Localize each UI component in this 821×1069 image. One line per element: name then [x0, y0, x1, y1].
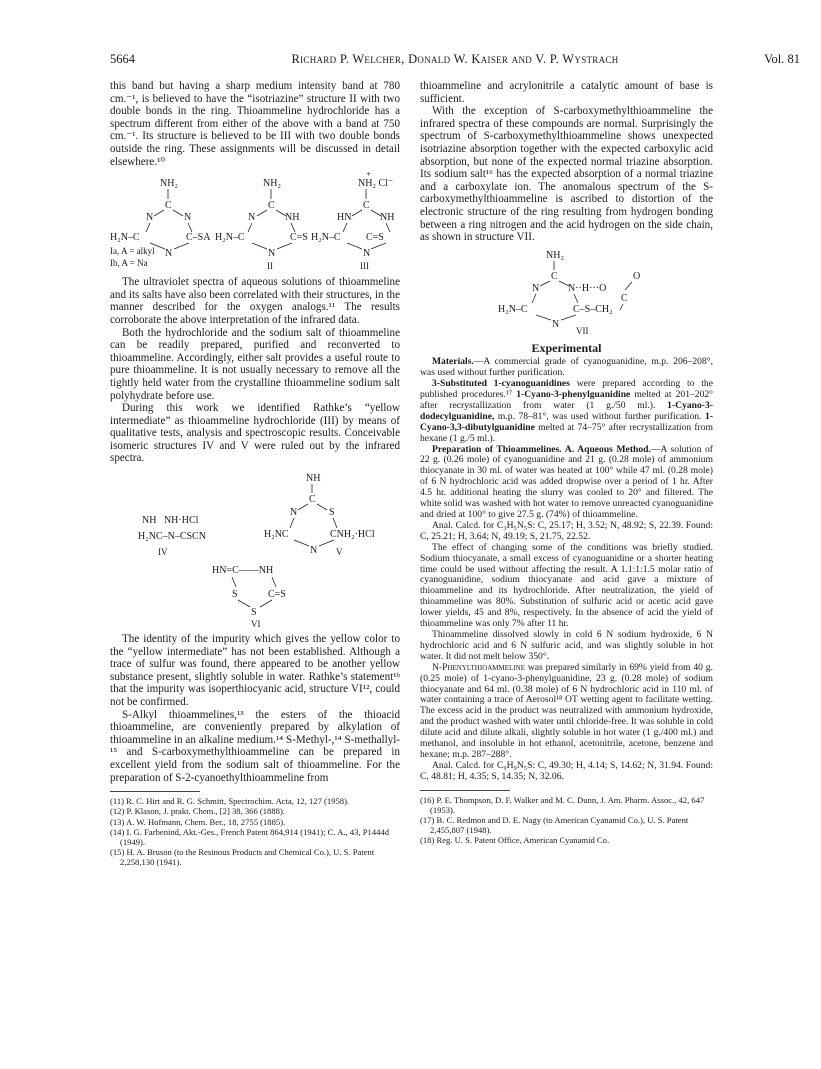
paragraph-materials — [420, 357, 713, 379]
left-column — [110, 80, 400, 868]
paragraph-analysis: Anal. Calcd. for C₉H₉N₅S: C, 49.30; H, 4.14; S, 14.62; N, 31.94. Found: C, 48.81; H, 4.35; S, 14.35; N, 32.06. — [420, 759, 713, 782]
footnote: (12) P. Klason, J. prakt. Chem., [2] 38, 366 (1888). — [110, 806, 285, 817]
struct-iii-nh: NH — [380, 212, 395, 224]
section-heading-experimental: Experimental — [531, 340, 602, 355]
run-in-text: melted at 74–75° after recrystallization from hexane (1 g./5 ml.). — [420, 421, 713, 444]
paragraph: During this work we identified Rathke’s “yellow intermediate” as thioammeline hydrochloride (III) by means of qualitative tests, analysis and spectroscopic results. Conceivable isomeric structures IV and V were ruled out by the infrared spectra. — [110, 402, 400, 465]
struct-iii-left: H₂N–C — [311, 232, 341, 244]
footnote: (17) B. C. Redmon and D. E. Nagy (to American Cyanamid Co.), U. S. Patent 2,455,807 (1948). — [420, 814, 689, 835]
paragraph: Both the hydrochloride and the sodium salt of thioammeline can be readily prepared, purified and reconverted to thioammeline. Accordingly, either salt provides a useful route to pure thioammeline. It is not usually necessary to remove all the tightly held water from the crystalline thioammeline sodium salt polyhydrate before use. — [110, 326, 400, 402]
running-authors: Richard P. Welcher, Donald W. Kaiser and V. P. Wystrach — [291, 52, 619, 66]
struct-i-top: NH₂ — [160, 178, 178, 190]
run-in-head: Preparation of Thioammelines. A. Aqueous Method. — [432, 443, 651, 455]
run-in-head: 3-Substituted 1-cyanoguanidines — [432, 378, 570, 390]
run-in-text: melted at 201–202° after recrystallization from water (1 g./50 ml.). — [420, 389, 714, 411]
struct-i-n-right: N — [184, 212, 192, 224]
paragraph-analysis: Anal. Calcd. for C₃H₅N₅S: C, 25.17; H, 3.52; N, 48.92; S, 22.39. Found: C, 25.21; H, 3.64; N, 49.19; S, 21.75, 22.52. — [420, 519, 713, 542]
struct-iv-line1: NH NH·HCl — [142, 515, 199, 527]
paragraph: Thioammeline dissolved slowly in cold 6 N sodium hydroxide, 6 N hydrochloric acid and 6 N sulfuric acid, and was slightly soluble in hot water. It did not melt below 350°. — [420, 628, 713, 662]
right-column — [420, 80, 713, 846]
paragraph: this band but having a sharp medium intensity band at 780 cm.⁻¹, is believed to have the “isotriazine” structure II with two double bonds in the ring. Thioammeline hydrochloride has a spectrum different from either of the above with a band at 750 cm.⁻¹. Its structure is believed to be III with two double bonds outside the ring. These assignments will be discussed in detail elsewhere.¹⁰ — [110, 80, 400, 168]
footnote: (14) I. G. Farbenind, Akt.-Ges., French Patent 864,914 (1941); C. A., 43, P1444d (1949). — [110, 827, 390, 848]
struct-i-n-left: N — [146, 212, 154, 224]
svg-text:C: C — [268, 200, 275, 212]
compound-name: 1-Cyano-3,3-dibutylguanidine — [420, 410, 713, 433]
footnote: (13) A. W. Hofmann, Chem. Ber., 18, 2755 (1885). — [110, 816, 286, 827]
struct-iii-right: C=S — [366, 232, 384, 244]
compound-name: N-Phenylthioammeline — [432, 661, 525, 673]
struct-iii-plus: + — [366, 172, 372, 180]
struct-vii-right: C–S–CH₂ — [573, 303, 613, 315]
struct-iii-top: NH₂ Cl⁻ — [358, 178, 394, 190]
svg-text:C: C — [551, 270, 558, 282]
footnotes-right — [420, 795, 713, 846]
paragraph: The identity of the impurity which gives the yellow color to the “yellow intermediate” has not been established. Although a trace of sulfur was found, there appeared to be another yellow substance present, slightly soluble in water. Rathke’s statement¹ᵇ that the impurity was isoperthiocyanic acid, structure VI¹², could not be confirmed. — [110, 633, 400, 709]
struct-vii-n-left: N — [532, 282, 540, 294]
struct-v-label: V — [336, 547, 343, 558]
running-header — [110, 52, 800, 70]
footnote-rule — [420, 790, 510, 791]
svg-text:C: C — [363, 200, 370, 212]
struct-i-bottom-n: N — [165, 248, 173, 260]
run-in-head: Materials. — [432, 356, 474, 368]
struct-vii-acid-c: C — [621, 292, 628, 304]
footnote: (16) P. E. Thompson, D. F. Walker and M. C. Dunn, J. Am. Pharm. Assoc., 42, 647 (1953). — [420, 794, 705, 815]
struct-iv-line2: H₂NC–N–CSCN — [138, 531, 206, 543]
run-in-text: m.p. 78–81°, was used without further purification. — [494, 410, 705, 422]
run-in-text: were prepared according to the published procedures.¹⁷ — [420, 378, 713, 401]
compound-name: 1-Cyano-3-dodecylguanidine, — [420, 399, 713, 422]
struct-ii-right: C=S — [290, 232, 308, 244]
struct-ii-bottom-n: N — [268, 248, 276, 260]
svg-text:C: C — [165, 200, 172, 212]
run-in-text: was prepared similarly in 69% yield from 40 g. (0.25 mole) of 1-cyano-3-phenylguanidine, 23 g. (0.28 mole) of sodium thiocyanate and 64 ml. (0.38 mole) of 6 N hydrochloric acid in 110 ml. of water containing a trace of Aerosol¹⁸ OT wetting agent to facilitate wetting. The excess acid in the product was neutralized with ammonium hydroxide, and the product washed with water until chloride-free. It was soluble in cold dilute acid and dilute alkali, slightly soluble in hot water (1 g./400 ml.) and methanol, and insoluble in hot ethanol, acetonitrile, acetone, benzene and hexane; m.p. 287–288°. — [420, 661, 713, 760]
footnote: (15) H. A. Bruson (to the Resinous Products and Chemical Co.), U. S. Patent 2,258,130 (1941). — [110, 847, 375, 868]
volume-number: Vol. 81 — [764, 52, 800, 66]
paragraph: The effect of changing some of the conditions was briefly studied. Sodium thiocyanate, a small excess of cyanoguanidine or a shorter heating time could be used without affecting the result. A 1.1:1:1.5 molar ratio of cyanoguanidine, sodium thiocyanate and acid gave a mixture of thioammeline and its hydrochloride. After neutralization, the yield of thioammeline was 80%. Substitution of sulfuric acid or acetic acid gave lower yields, 45 and 8%, respectively. In the absence of acid the yield of thioammeline was only 7% after 11 hr. — [420, 541, 713, 630]
struct-vii-top: NH₂ — [546, 249, 564, 261]
struct-ii-left: H₂N–C — [215, 232, 245, 244]
struct-vi-s-bottom: S — [251, 607, 257, 619]
struct-vi-top: HN=C——NH — [212, 565, 274, 577]
struct-vii-label: VII — [576, 325, 589, 336]
struct-iv-label: IV — [158, 547, 168, 558]
struct-vii-carbonyl-o: O — [633, 270, 641, 282]
struct-v-bottom-n: N — [310, 545, 318, 557]
struct-i-right: C–SA — [186, 232, 211, 244]
structure-vii — [420, 248, 713, 336]
paragraph: thioammeline and acrylonitrile a catalytic amount of base is sufficient. — [420, 80, 713, 105]
struct-iii-hn: HN — [337, 212, 352, 224]
footnote: (11) R. C. Hirt and R. G. Schmitt, Spectrochim. Acta, 12, 127 (1958). — [110, 796, 350, 807]
struct-vi-s-left: S — [232, 589, 238, 601]
struct-v-top: NH — [306, 473, 321, 485]
footnotes-left — [110, 796, 400, 867]
paragraph: S-Alkyl thioammelines,¹³ the esters of the thioacid thioammeline, are conveniently prepared by alkylation of thioammeline in an alkaline medium.¹⁴ S-Methyl-,¹⁴ S-methallyl-¹⁵ and S-carboxymethylthioammeline can be prepared in excellent yield from the sodium salt of thioammeline. For the preparation of S-2-cyanoethylthioammeline from — [110, 708, 400, 784]
struct-ii-label: II — [267, 261, 273, 272]
structure-figure-3 — [420, 248, 713, 336]
struct-iii-bottom-n: N — [363, 248, 371, 260]
footnote: (18) Reg. U. S. Patent Office, American Cyanamid Co. — [420, 835, 610, 846]
paragraph: The ultraviolet spectra of aqueous solutions of thioammeline and its salts have also been correlated with their structures, in the manner described for the oxygen analogs.¹¹ The results corroborate the above interpretation of the infrared data. — [110, 276, 400, 326]
struct-i-label-b: Ib, A = Na — [110, 258, 148, 269]
svg-text:C: C — [309, 494, 316, 506]
struct-vii-hbond: N··H···O — [568, 282, 607, 294]
run-in-text: —A solution of 22 g. (0.26 mole) of cyanoguanidine and 21 g. (0.28 mole) of ammonium thiocyanate in 30 ml. of water was heated at 100° while 47 ml. (0.28 mole) of 6 N hydrochloric acid was added dropwise over a period of 1 hr. After 4.5 hr. additional heating the slurry was cooled to 20° and filtered. The white solid was washed with hot water to remove unreacted cyanoguanidine and dried at 100° to give 27.5 g. (74%) of thioammeline. — [420, 443, 713, 520]
structure-figure-1 — [110, 172, 400, 272]
compound-name: 1-Cyano-3-phenylguanidine — [516, 389, 631, 401]
structures-iv-v-vi — [110, 469, 400, 629]
structure-figure-2 — [110, 469, 400, 629]
struct-v-right: CNH₂·HCl — [330, 529, 375, 541]
struct-v-n-left: N — [290, 507, 298, 519]
paragraph: With the exception of S-carboxymethylthioammeline the infrared spectra of these compounds are normal. Surprisingly the spectrum of S-carboxymethylthioammeline shows unexpected isotriazine absorption together with the expected carboxylic acid absorption, but none of the expected normal triazine absorption. Its sodium salt¹⁶ has the expected absorption of a normal triazine and a carboxylate ion. The anomalous spectrum of the S-carboxymethylthioammeline is ascribed to distortion of the electronic structure of the ring resulting from hydrogen bonding between a ring nitrogen and the acid hydrogen on the side chain, as shown in structure VII. — [420, 105, 713, 244]
struct-vi-label: VI — [251, 619, 261, 630]
struct-ii-top: NH₂ — [263, 178, 281, 190]
struct-v-s: S — [329, 507, 335, 519]
struct-i-left: H₂N–C — [110, 232, 140, 244]
struct-iii-label: III — [360, 261, 369, 272]
run-in-text: —A commercial grade of cyanoguanidine, m.p. 206–208°, was used without further purification. — [420, 356, 713, 379]
footnote-rule — [110, 791, 200, 792]
structures-i-ii-iii — [110, 172, 400, 272]
struct-vi-right: C=S — [268, 589, 286, 601]
paragraph-preparation — [420, 445, 713, 521]
struct-ii-n-left: N — [248, 212, 256, 224]
page-number: 5664 — [110, 52, 135, 66]
struct-vii-bottom-n: N — [552, 318, 560, 330]
paragraph-cyanoguanidines — [420, 379, 713, 444]
struct-v-left: H₂NC — [264, 529, 289, 541]
struct-vii-left: H₂N–C — [498, 303, 528, 315]
struct-ii-nh: NH — [285, 212, 300, 224]
struct-i-label-a: Ia, A = alkyl — [110, 246, 155, 257]
paragraph-n-phenyl — [420, 663, 713, 761]
